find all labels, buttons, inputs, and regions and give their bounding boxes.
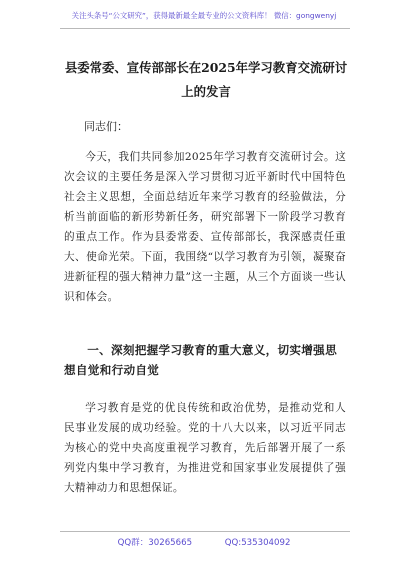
qq-text: QQ:535304092: [224, 538, 291, 548]
footer-contact: [0, 536, 408, 548]
footer-divider: [60, 531, 350, 532]
document-title: 县委常委、宣传部部长在2025年学习教育交流研讨上的发言: [64, 60, 348, 99]
paragraph-section-1: 学习教育是党的优良传统和政治优势，是推动党和人民事业发展的成功经验。党的十八大以来，以习近平同志为核心的党中央高度重视学习教育，先后部署开展了一系列党内集中学习教育，为推进党和国家事业发展提供了强大精神动力和思想保证。: [64, 402, 346, 494]
header-banner: 关注头条号“公文研究”，获得最新最全最专业的公文资料库！ 微信：gongwenyj: [71, 11, 337, 20]
header-divider: [60, 28, 350, 29]
greeting: 同志们：: [84, 120, 128, 133]
paragraph-intro: 今天，我们共同参加2025年学习教育交流研讨会。这次会议的主要任务是深入学习贯彻习近平新时代中国特色社会主义思想，全面总结近年来学习教育的经验做法，分析当前面临的新形势新任务，研究部署下一阶段学习教育的重点工作。作为县委常委、宣传部部长，我深感责任重大、使命光荣。下面，我围绕“以学习教育为引领，凝聚奋进新征程的强大精神力量”这一主题，从三个方面谈一些认识和体会。: [64, 151, 346, 303]
section-heading-1: 一、深刻把握学习教育的重大意义，切实增强思想自觉和行动自觉: [64, 343, 337, 377]
qq-group-text: QQ群：30265665: [117, 538, 193, 548]
